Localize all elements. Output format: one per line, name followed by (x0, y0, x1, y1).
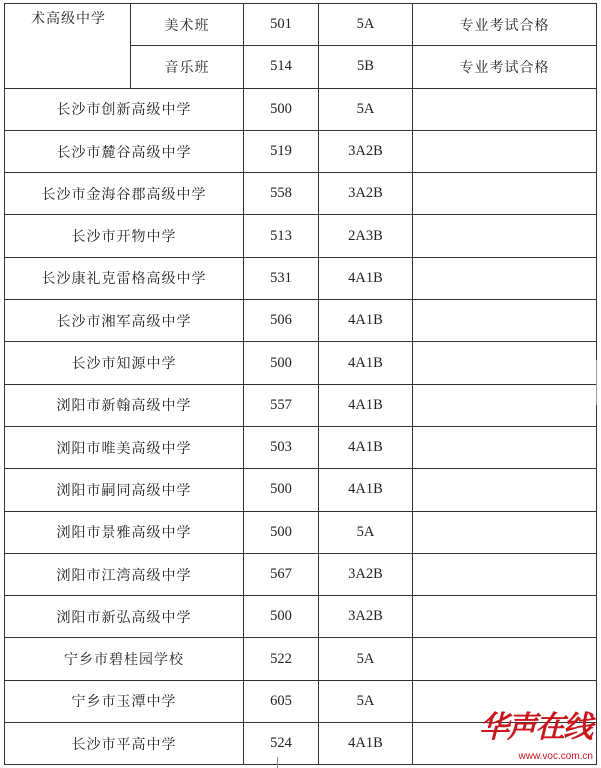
table-row (5, 384, 597, 426)
score-cell: 513 (244, 215, 319, 257)
score-cell: 558 (244, 173, 319, 215)
school-name: 浏阳市景雅高级中学 (5, 511, 244, 553)
score-cell: 500 (244, 596, 319, 638)
school-name: 长沙康礼克雷格高级中学 (5, 257, 244, 299)
table-row (5, 596, 597, 638)
score-cell: 500 (244, 88, 319, 130)
school-name: 宁乡市碧桂园学校 (5, 638, 244, 680)
note-cell (413, 342, 597, 384)
score-cell: 519 (244, 130, 319, 172)
school-name: 浏阳市新翰高级中学 (5, 384, 244, 426)
school-name: 长沙市平高中学 (5, 723, 244, 765)
score-cell: 557 (244, 384, 319, 426)
table-row (5, 300, 597, 342)
note-cell (413, 426, 597, 468)
school-name: 浏阳市江湾高级中学 (5, 553, 244, 595)
school-name: 长沙市创新高级中学 (5, 88, 244, 130)
score-cell: 500 (244, 469, 319, 511)
watermark-title: 华声在线 (479, 710, 591, 745)
grade-cell: 5A (319, 638, 413, 680)
table-row (5, 4, 597, 46)
school-name: 长沙市开物中学 (5, 215, 244, 257)
table-row (5, 638, 597, 680)
score-cell: 531 (244, 257, 319, 299)
note-cell: 专业考试合格 (413, 4, 597, 46)
note-cell (413, 469, 597, 511)
school-name: 术高级中学 (5, 4, 131, 89)
admission-table (4, 3, 597, 765)
grade-cell: 3A2B (319, 596, 413, 638)
grade-cell: 4A1B (319, 257, 413, 299)
grade-cell: 3A2B (319, 130, 413, 172)
page-edge-mark (596, 360, 601, 405)
note-cell (413, 173, 597, 215)
score-cell: 500 (244, 342, 319, 384)
watermark-url: www.voc.com.cn (518, 751, 593, 762)
note-cell (413, 215, 597, 257)
grade-cell: 3A2B (319, 553, 413, 595)
score-cell: 605 (244, 680, 319, 722)
grade-cell: 5A (319, 680, 413, 722)
note-cell (413, 300, 597, 342)
school-name: 长沙市湘军高级中学 (5, 300, 244, 342)
table-row (5, 342, 597, 384)
score-cell: 500 (244, 511, 319, 553)
class-name: 音乐班 (131, 46, 244, 88)
table-row (5, 130, 597, 172)
grade-cell: 4A1B (319, 384, 413, 426)
note-cell (413, 638, 597, 680)
bottom-tick (277, 757, 278, 768)
note-cell (413, 257, 597, 299)
table-row (5, 257, 597, 299)
class-name: 美术班 (131, 4, 244, 46)
note-cell (413, 384, 597, 426)
watermark-logo (473, 702, 593, 762)
table-row (5, 553, 597, 595)
grade-cell: 4A1B (319, 469, 413, 511)
table-row (5, 173, 597, 215)
school-name: 浏阳市唯美高级中学 (5, 426, 244, 468)
grade-cell: 5A (319, 4, 413, 46)
score-cell: 503 (244, 426, 319, 468)
school-name: 浏阳市新弘高级中学 (5, 596, 244, 638)
grade-cell: 4A1B (319, 300, 413, 342)
grade-cell: 5B (319, 46, 413, 88)
grade-cell: 3A2B (319, 173, 413, 215)
score-cell: 567 (244, 553, 319, 595)
grade-cell: 4A1B (319, 426, 413, 468)
note-cell (413, 130, 597, 172)
score-cell: 524 (244, 723, 319, 765)
grade-cell: 5A (319, 511, 413, 553)
table-row (5, 215, 597, 257)
table-row (5, 88, 597, 130)
table-row (5, 469, 597, 511)
school-name: 长沙市知源中学 (5, 342, 244, 384)
note-cell (413, 88, 597, 130)
school-name: 长沙市金海谷郡高级中学 (5, 173, 244, 215)
score-cell: 522 (244, 638, 319, 680)
table-row (5, 426, 597, 468)
note-cell (413, 596, 597, 638)
score-cell: 514 (244, 46, 319, 88)
score-cell: 506 (244, 300, 319, 342)
note-cell (413, 511, 597, 553)
table-row (5, 511, 597, 553)
grade-cell: 4A1B (319, 723, 413, 765)
note-cell (413, 553, 597, 595)
school-name: 宁乡市玉潭中学 (5, 680, 244, 722)
grade-cell: 2A3B (319, 215, 413, 257)
score-cell: 501 (244, 4, 319, 46)
grade-cell: 5A (319, 88, 413, 130)
grade-cell: 4A1B (319, 342, 413, 384)
school-name: 长沙市麓谷高级中学 (5, 130, 244, 172)
school-name: 浏阳市嗣同高级中学 (5, 469, 244, 511)
note-cell: 专业考试合格 (413, 46, 597, 88)
